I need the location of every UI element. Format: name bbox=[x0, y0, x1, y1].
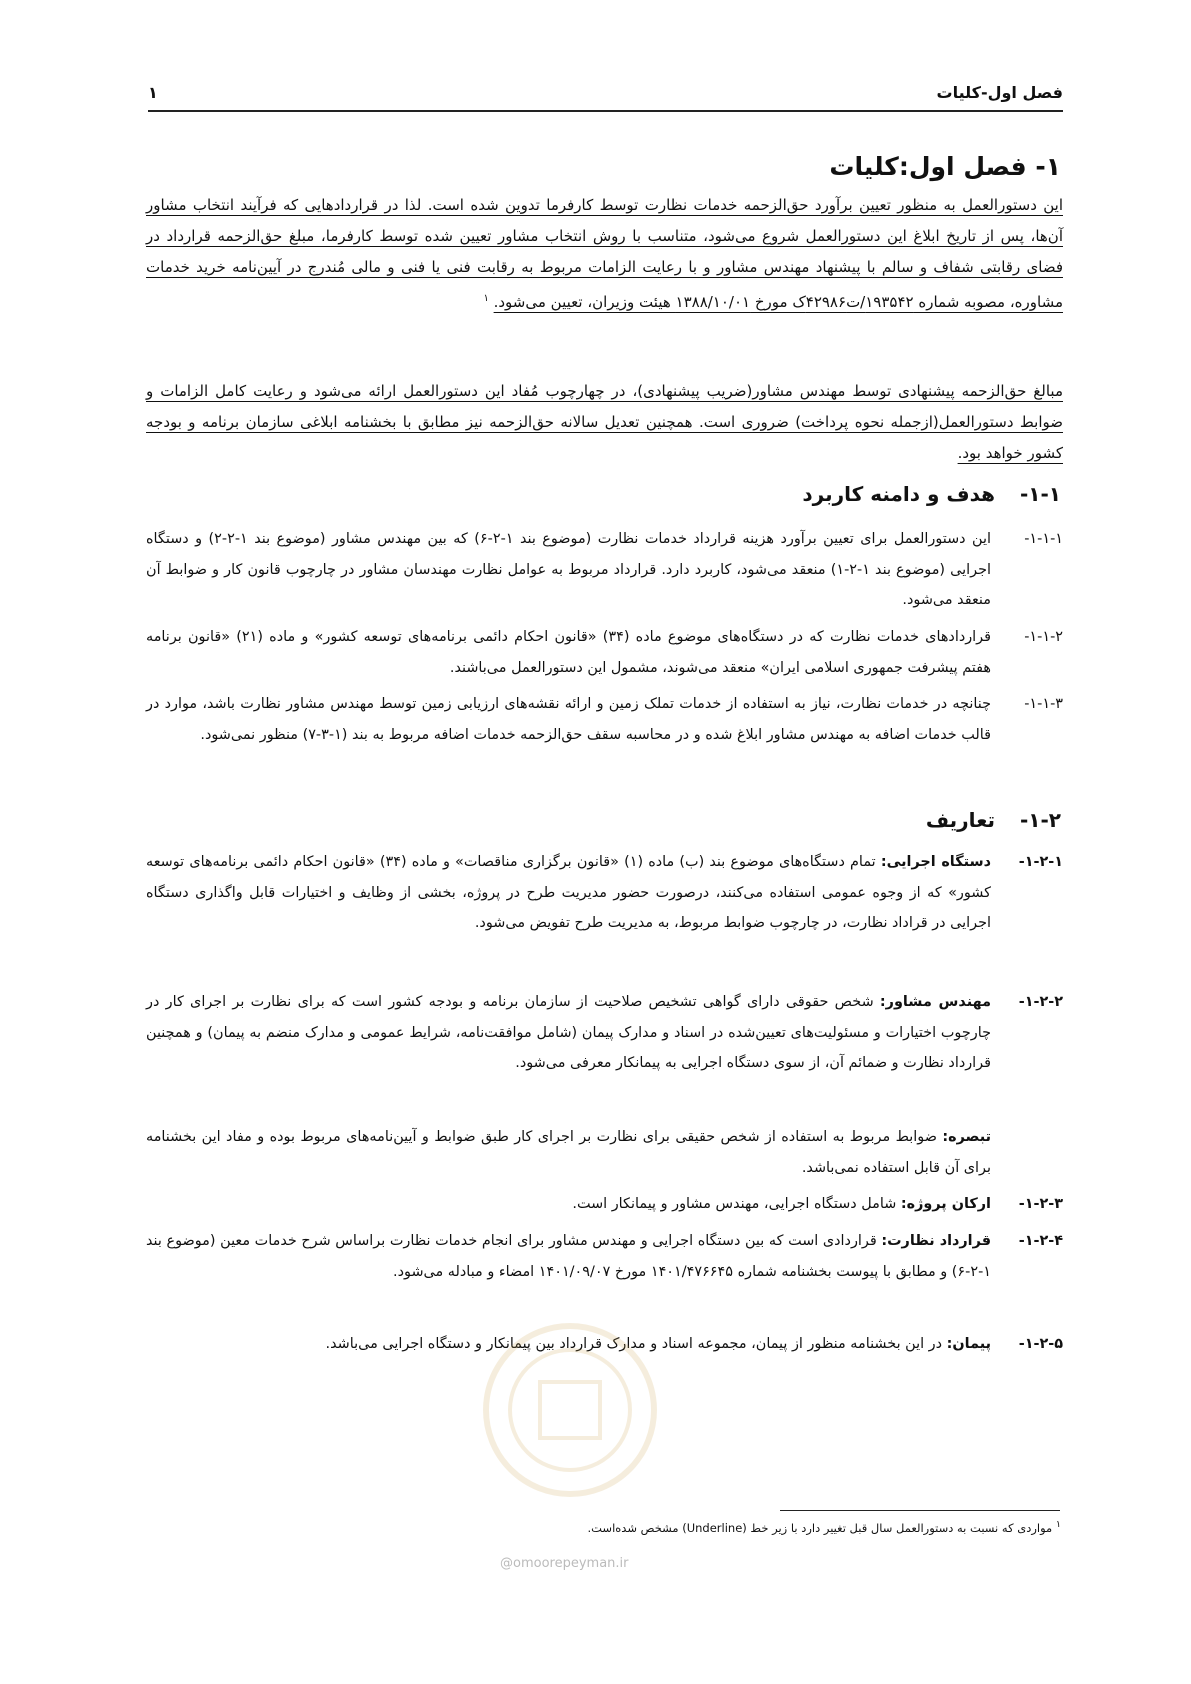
section-number: ۱-۲- bbox=[1019, 808, 1061, 832]
note-paragraph bbox=[146, 1122, 991, 1183]
list-item bbox=[146, 622, 1063, 683]
running-header bbox=[148, 74, 1063, 112]
item-number: ۱-۱-۲- bbox=[1024, 629, 1063, 645]
footnote-ref: ۱ bbox=[483, 293, 489, 304]
item-number: ۱-۲-۲- bbox=[1018, 994, 1063, 1010]
section-number: ۱-۱- bbox=[1019, 482, 1061, 506]
intro-paragraph-1 bbox=[146, 190, 1063, 318]
definition-text: در این بخشنامه منظور از پیمان، مجموعه اسناد و مدارک قرارداد بین پیمانکار و دستگاه اجرایی می‌باشد. bbox=[325, 1336, 943, 1352]
footnote-mark: ۱ bbox=[1055, 1519, 1061, 1530]
section-title: تعاریف bbox=[925, 808, 995, 832]
intro-text-2: مبالغ حق‌الزحمه پیشنهادی توسط مهندس مشاور(ضریب پیشنهادی)، در چهارچوب مُفاد این دستورالعمل ارائه می‌شود و رعایت کامل الزامات و ضوابط دستورالعمل(ازجمله نحوه پرداخت) ضروری است. همچنین تعدیل سالانه حق‌الزحمه نیز مطابق با بخشنامه ابلاغی سازمان برنامه و بودجه کشور خواهد بود. bbox=[146, 382, 1063, 462]
item-number: ۱-۲-۵- bbox=[1018, 1336, 1063, 1352]
footnote-divider bbox=[780, 1510, 1060, 1511]
header-title: فصل اول-کلیات bbox=[936, 82, 1063, 102]
page-number: ۱ bbox=[148, 82, 158, 102]
intro-text-1: این دستورالعمل به منظور تعیین برآورد حق‌الزحمه خدمات نظارت توسط کارفرما تدوین شده است. لذا در قراردادهایی که فرآیند انتخاب مشاور آن‌ها، پس از تاریخ ابلاغ این دستورالعمل شروع می‌شود، متناسب با روش انتخاب مشاور تعیین شده توسط کارفرما، مبلغ حق‌الزحمه قرارداد در فضای رقابتی شفاف و سالم با پیشنهاد مهندس مشاور و با رعایت الزامات مربوط به رقابت فنی یا فنی و مالی مُندرج در آیین‌نامه خرید خدمات مشاوره، مصوبه شماره ۱۹۳۵۴۲/ت۴۲۹۸۶ک مورخ ۱۳۸۸/۱۰/۰۱ هیئت وزیران، تعیین می‌شود. bbox=[146, 196, 1063, 311]
chapter-title: ۱- فصل اول:کلیات bbox=[829, 152, 1061, 181]
item-number: ۱-۲-۳- bbox=[1018, 1196, 1063, 1212]
definition-term: پیمان: bbox=[946, 1336, 991, 1352]
definition-item bbox=[146, 1189, 1063, 1220]
definition-item bbox=[146, 1226, 1063, 1287]
definition-text: تمام دستگاه‌های موضوع بند (ب) ماده (۱) «قانون برگزاری مناقصات» و ماده (۳۴) «قانون احکام دائمی برنامه‌های توسعه کشور» که از وجوه عمومی استفاده می‌کنند، درصورت حضور مدیریت طرح در پروژه، بخشی از وظایف و اختیارات قابل واگذاری دستگاه اجرایی در قراداد نظارت، در چارچوب ضوابط مربوط، به مدیریت طرح تفویض می‌شود. bbox=[146, 854, 991, 931]
section-heading-definitions bbox=[926, 808, 1061, 832]
section-title: هدف و دامنه کاربرد bbox=[802, 482, 995, 506]
item-number: ۱-۲-۴- bbox=[1018, 1233, 1063, 1249]
definition-term: ارکان پروژه: bbox=[900, 1196, 991, 1212]
intro-paragraph-2 bbox=[146, 376, 1063, 469]
definition-text: قراردادی است که بین دستگاه اجرایی و مهندس مشاور برای انجام خدمات نظارت براساس شرح خدمات معین (موضوع بند ۱-۲-۶) و مطابق با پیوست بخشنامه شماره ۱۴۰۱/۴۷۶۶۴۵ مورخ ۱۴۰۱/۰۹/۰۷ امضاء و مبادله می‌شود. bbox=[146, 1233, 991, 1280]
definition-term: دستگاه اجرایی: bbox=[880, 854, 991, 870]
note-term: تبصره: bbox=[942, 1129, 991, 1145]
item-text: این دستورالعمل برای تعیین برآورد هزینه قرارداد خدمات نظارت (موضوع بند ۱-۲-۶) که بین مهندس مشاور (موضوع بند ۱-۲-۲) و دستگاه اجرایی (موضوع بند ۱-۲-۱) منعقد می‌شود، کاربرد دارد. قرارداد مربوط به عوامل نظارت مهندسان مشاور در چارچوب قانون کار و ضوابط آن منعقد می‌شود. bbox=[146, 531, 991, 608]
definition-text: شخص حقوقی دارای گواهی تشخیص صلاحیت از سازمان برنامه و بودجه کشور است که برای نظارت بر اجرای کار در چارچوب اختیارات و مسئولیت‌های تعیین‌شده در اسناد و مدارک پیمان (شامل موافقت‌نامه، شرایط عمومی و مدارک منضم به پیمان) و همچنین قرارداد نظارت و ضمائم آن، از سوی دستگاه اجرایی به پیمانکار معرفی می‌شود. bbox=[146, 994, 991, 1071]
definition-item bbox=[146, 847, 1063, 939]
definition-text: شامل دستگاه اجرایی، مهندس مشاور و پیمانکار است. bbox=[572, 1196, 897, 1212]
definition-term: قرارداد نظارت: bbox=[881, 1233, 991, 1249]
item-number: ۱-۲-۱- bbox=[1018, 854, 1063, 870]
watermark-seal-icon bbox=[480, 1320, 660, 1500]
item-text: قراردادهای خدمات نظارت که در دستگاه‌های موضوع ماده (۳۴) «قانون احکام دائمی برنامه‌های توسعه کشور» و ماده (۲۱) «قانون برنامه هفتم پیشرفت جمهوری اسلامی ایران» منعقد می‌شوند، مشمول این دستورالعمل می‌باشند. bbox=[146, 629, 991, 676]
item-number: ۱-۱-۳- bbox=[1024, 696, 1063, 712]
definition-term: مهندس مشاور: bbox=[879, 994, 991, 1010]
item-text: چنانچه در خدمات نظارت، نیاز به استفاده از خدمات تملک زمین و ارائه نقشه‌های ارزیابی زمین توسط مهندس مشاور نظارت باشد، موارد در قالب خدمات اضافه به مهندس مشاور ابلاغ شده و در محاسبه سقف حق‌الزحمه خدمات اضافه مربوط به بند (۱-۳-۷) منظور نمی‌شود. bbox=[146, 696, 991, 743]
definition-item bbox=[146, 987, 1063, 1079]
footnote bbox=[587, 1519, 1061, 1535]
note-text: ضوابط مربوط به استفاده از شخص حقیقی برای نظارت بر اجرای کار طبق ضوابط و آیین‌نامه‌های مربوط بوده و مفاد این بخشنامه برای آن قابل استفاده نمی‌باشد. bbox=[146, 1129, 991, 1176]
section-heading-scope bbox=[802, 482, 1061, 506]
footnote-text: مواردی که نسبت به دستورالعمل سال قبل تغییر دارد با زیر خط (Underline) مشخص شده‌است. bbox=[587, 1520, 1053, 1535]
list-item bbox=[146, 689, 1063, 750]
item-number: ۱-۱-۱- bbox=[1024, 531, 1063, 547]
watermark-url: @omoorepeyman.ir bbox=[500, 1556, 629, 1571]
list-item bbox=[146, 524, 1063, 616]
